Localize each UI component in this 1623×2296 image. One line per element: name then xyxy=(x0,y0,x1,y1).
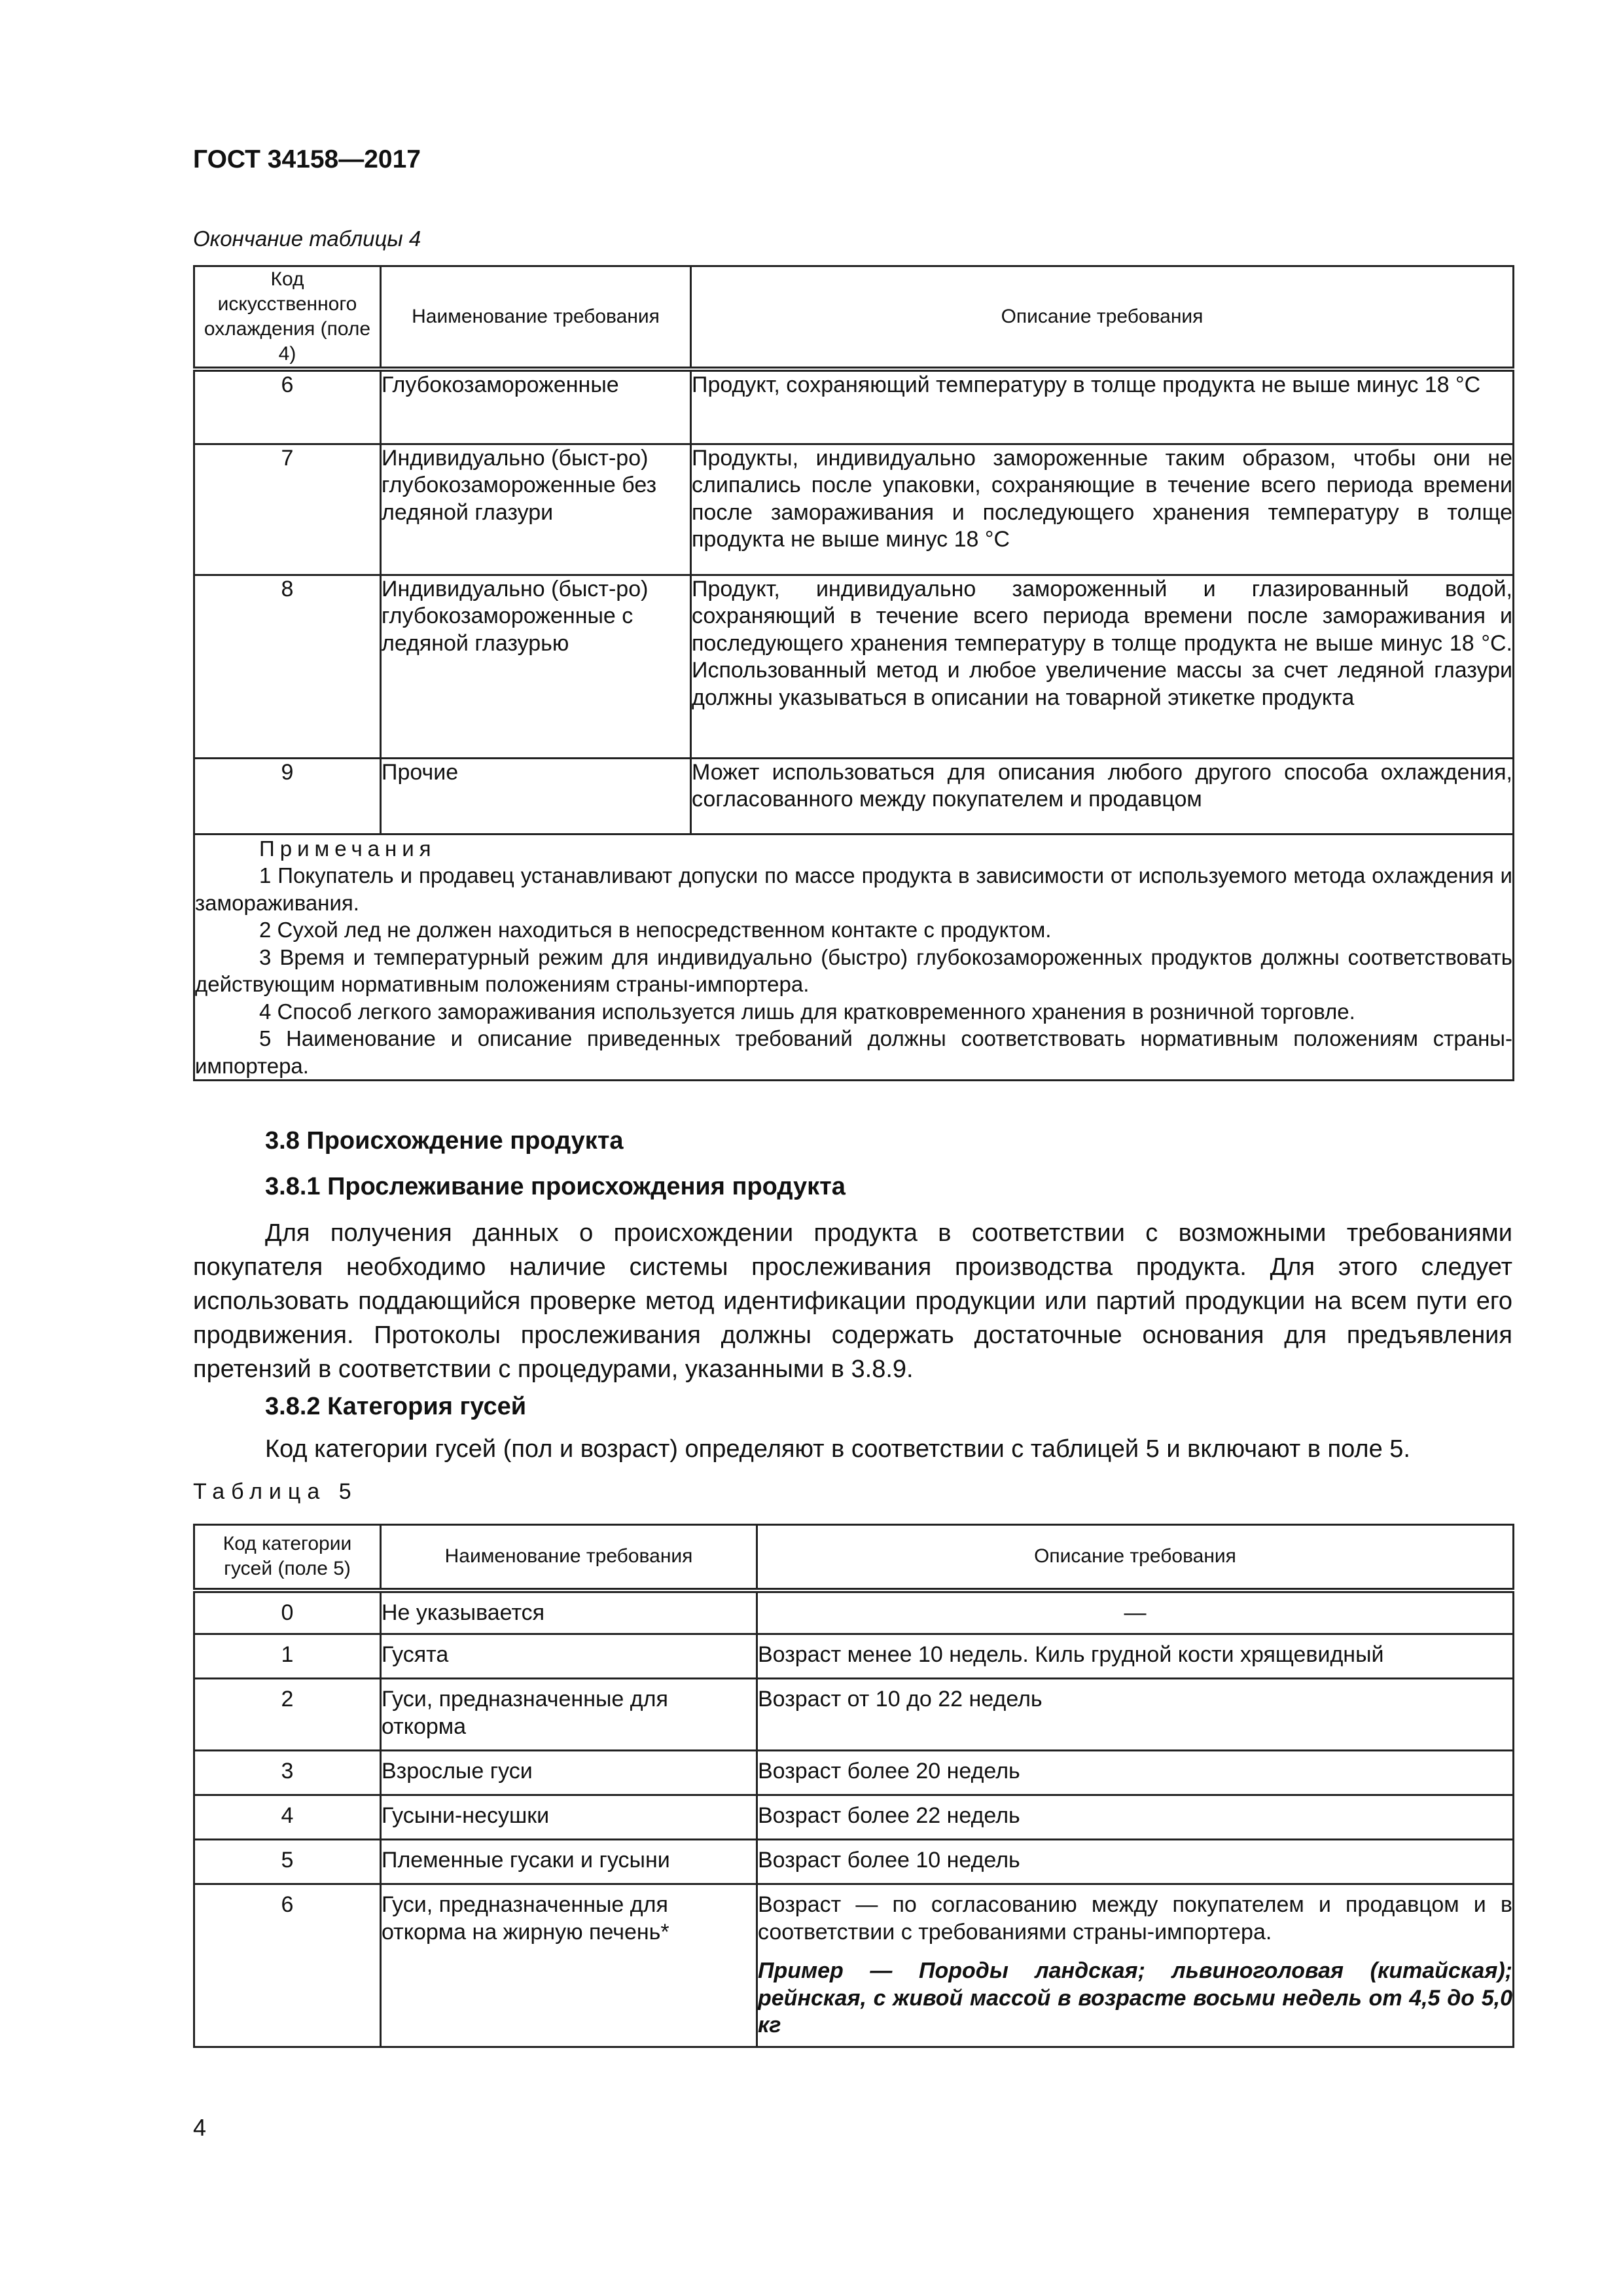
column-header-description: Описание требования xyxy=(757,1525,1514,1590)
note-item: 5 Наименование и описание приведенных требований должны соответствовать нормативным положениям страны-импортера. xyxy=(195,1026,1512,1078)
table4-caption: Окончание таблицы 4 xyxy=(193,226,421,251)
table-row xyxy=(194,369,1514,444)
notes-title: Примечания xyxy=(259,836,437,861)
code-cell: 0 xyxy=(194,1590,381,1634)
description-cell: Возраст более 20 недель xyxy=(757,1751,1514,1795)
name-cell: Гуси, предназначенные для откорма xyxy=(381,1679,757,1751)
code-cell: 8 xyxy=(194,575,381,758)
notes-row xyxy=(194,834,1514,1081)
name-cell: Прочие xyxy=(381,758,691,834)
column-header-code: Код категории гусей (поле 5) xyxy=(194,1525,381,1590)
table-row xyxy=(194,575,1514,758)
description-cell: Продукты, индивидуально замороженные таким образом, чтобы они не слипались после упаковки, сохраняющие в течение всего периода времени после замораживания и последующего хранения температуру в толще продукта не выше минус 18 °С xyxy=(691,444,1514,575)
table-5 xyxy=(193,1524,1514,2048)
description-cell: Возраст более 10 недель xyxy=(757,1840,1514,1884)
section-heading: 3.8 Происхождение продукта xyxy=(265,1127,624,1155)
table-row xyxy=(194,1590,1514,1634)
code-cell: 1 xyxy=(194,1634,381,1679)
name-cell: Гусята xyxy=(381,1634,757,1679)
table-row xyxy=(194,1679,1514,1751)
description-text: Возраст — по согласованию между покупателем и продавцом и в соответствии с требованиями страны-импортера. xyxy=(758,1892,1512,1945)
description-cell xyxy=(757,1884,1514,2047)
table-row xyxy=(194,1634,1514,1679)
table-row xyxy=(194,1840,1514,1884)
subsection-heading: 3.8.2 Категория гусей xyxy=(265,1393,527,1420)
name-cell: Глубокозамороженные xyxy=(381,369,691,444)
paragraph: Код категории гусей (пол и возраст) определяют в соответствии с таблицей 5 и включают в поле 5. xyxy=(265,1435,1410,1463)
code-cell: 6 xyxy=(194,1884,381,2047)
name-cell: Взрослые гуси xyxy=(381,1751,757,1795)
subsection-heading: 3.8.1 Прослеживание происхождения продукта xyxy=(265,1173,846,1200)
column-header-code: Код искусственного охлаждения (поле 4) xyxy=(194,266,381,370)
code-cell: 5 xyxy=(194,1840,381,1884)
name-cell: Индивидуально (быст-ро) глубокозамороженные с ледяной глазурью xyxy=(381,575,691,758)
description-cell: Возраст более 22 недель xyxy=(757,1795,1514,1840)
name-cell: Индивидуально (быст-ро) глубокозамороженные без ледяной глазури xyxy=(381,444,691,575)
note-item: 2 Сухой лед не должен находиться в непосредственном контакте с продуктом. xyxy=(259,918,1052,942)
paragraph: Для получения данных о происхождении продукта в соответствии с возможными требованиями покупателя необходимо наличие системы прослеживания производства продукта. Для этого следует использовать поддающийся проверке метод идентификации продукции или партий продукции на всем пути его продвижения. Протоколы прослеживания должны содержать достаточные основания для предъявления претензий в соответствии с процедурами, указанными в 3.8.9. xyxy=(193,1219,1512,1383)
name-cell: Племенные гусаки и гусыни xyxy=(381,1840,757,1884)
description-cell: — xyxy=(757,1590,1514,1634)
table-row xyxy=(194,1884,1514,2047)
note-item: 4 Способ легкого замораживания используется лишь для кратковременного хранения в розничной торговле. xyxy=(259,999,1355,1024)
table-4 xyxy=(193,265,1514,1081)
table-row xyxy=(194,1795,1514,1840)
description-cell: Продукт, сохраняющий температуру в толще продукта не выше минус 18 °С xyxy=(691,369,1514,444)
table5-label: Таблица 5 xyxy=(193,1479,358,1504)
description-cell: Возраст менее 10 недель. Киль грудной кости хрящевидный xyxy=(757,1634,1514,1679)
table-notes xyxy=(194,834,1514,1081)
code-cell: 3 xyxy=(194,1751,381,1795)
example-text: Пример — Породы ландская; львиноголовая (китайская); рейнская, с живой массой в возрасте восьми недель от 4,5 до 5,0 кг xyxy=(758,1958,1512,2037)
table-header-row xyxy=(194,266,1514,370)
document-header: ГОСТ 34158—2017 xyxy=(193,145,421,173)
table-row xyxy=(194,758,1514,834)
description-cell: Продукт, индивидуально замороженный и глазированный водой, сохраняющий в течение всего периода времени после замораживания и последующего хранения температуру в толще продукта не выше минус 18 °С. Использованный метод и любое увеличение массы за счет ледяной глазури должны указываться в описании на товарной этикетке продукта xyxy=(691,575,1514,758)
note-item: 1 Покупатель и продавец устанавливают допуски по массе продукта в зависимости от используемого метода охлаждения и замораживания. xyxy=(195,863,1512,915)
name-cell: Гусыни-несушки xyxy=(381,1795,757,1840)
code-cell: 6 xyxy=(194,369,381,444)
page-number: 4 xyxy=(193,2114,207,2141)
code-cell: 7 xyxy=(194,444,381,575)
note-item: 3 Время и температурный режим для индивидуально (быстро) глубокозамороженных продуктов должны соответствовать действующим нормативным положениям страны-импортера. xyxy=(195,944,1512,996)
name-cell: Не указывается xyxy=(381,1590,757,1634)
column-header-name: Наименование требования xyxy=(381,266,691,370)
code-cell: 9 xyxy=(194,758,381,834)
column-header-description: Описание требования xyxy=(691,266,1514,370)
code-cell: 4 xyxy=(194,1795,381,1840)
table-row xyxy=(194,444,1514,575)
name-cell: Гуси, предназначенные для откорма на жирную печень* xyxy=(381,1884,757,2047)
code-cell: 2 xyxy=(194,1679,381,1751)
description-cell: Может использоваться для описания любого другого способа охлаждения, согласованного между покупателем и продавцом xyxy=(691,758,1514,834)
table-header-row xyxy=(194,1525,1514,1590)
description-cell: Возраст от 10 до 22 недель xyxy=(757,1679,1514,1751)
column-header-name: Наименование требования xyxy=(381,1525,757,1590)
table-row xyxy=(194,1751,1514,1795)
